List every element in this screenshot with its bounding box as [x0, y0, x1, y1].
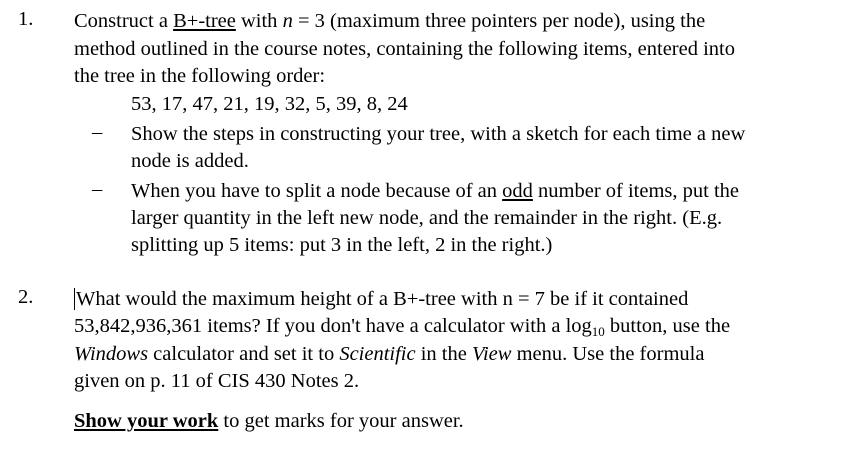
q1-line1-prefix: Construct a: [74, 10, 174, 32]
question-2-line-4: given on p. 11 of CIS 430 Notes 2.: [74, 370, 360, 392]
odd-word: odd: [502, 180, 533, 202]
question-2-number: 2.: [18, 286, 34, 308]
question-2-line-2: [74, 313, 730, 339]
question-1-number: 1.: [18, 8, 34, 30]
q2-line2-suffix: button, use the: [604, 315, 731, 337]
log-subscript: 10: [591, 324, 605, 339]
b-plus-tree-term: B+-tree: [173, 10, 236, 32]
bullet-2-line1-suffix: number of items, put the: [532, 180, 740, 202]
show-work-emphasis: Show your work: [74, 410, 219, 432]
bullet-1-line-2: node is added.: [131, 150, 249, 172]
items-list: 53, 17, 47, 21, 19, 32, 5, 39, 8, 24: [131, 93, 408, 115]
q2-line3-mid2: in the: [415, 343, 472, 365]
q2-line2-prefix: 53,842,936,361 items? If you don't have a calculator with a log: [74, 315, 592, 337]
q2-line3-suffix: menu. Use the formula: [511, 343, 705, 365]
bullet-2-line-3: splitting up 5 items: put 3 in the left, 2 in the right.): [131, 234, 553, 256]
q1-line1-suffix: = 3 (maximum three pointers per node), using the: [292, 10, 706, 32]
bullet-1-line-1: Show the steps in constructing your tree, with a sketch for each time a new: [131, 123, 746, 145]
q2-line3-mid: calculator and set it to: [148, 343, 340, 365]
bullet-2-dash: –: [92, 178, 103, 200]
bullet-2-line-2: larger quantity in the left new node, and the remainder in the right. (E.g.: [131, 207, 723, 229]
question-1-line-1: [74, 8, 705, 34]
windows-word: Windows: [74, 343, 149, 365]
question-2-line-1[interactable]: [74, 286, 688, 312]
view-word: View: [471, 343, 512, 365]
bullet-2-line1-prefix: When you have to split a node because of an: [131, 180, 503, 202]
show-work-line: [74, 408, 464, 434]
bullet-2-line-1: [131, 178, 739, 204]
variable-n: n: [282, 10, 293, 32]
q1-line1-mid: with: [235, 10, 283, 32]
question-1-line-2: method outlined in the course notes, containing the following items, entered into: [74, 38, 735, 60]
bullet-1-dash: –: [92, 121, 103, 143]
scientific-word: Scientific: [339, 343, 416, 365]
show-work-suffix: to get marks for your answer.: [218, 410, 464, 432]
text-cursor: [74, 288, 75, 310]
question-2-line-3: [74, 341, 704, 367]
question-1-line-3: the tree in the following order:: [74, 65, 326, 87]
q2-line1-text: What would the maximum height of a B+-tree with n = 7 be if it contained: [76, 288, 689, 310]
